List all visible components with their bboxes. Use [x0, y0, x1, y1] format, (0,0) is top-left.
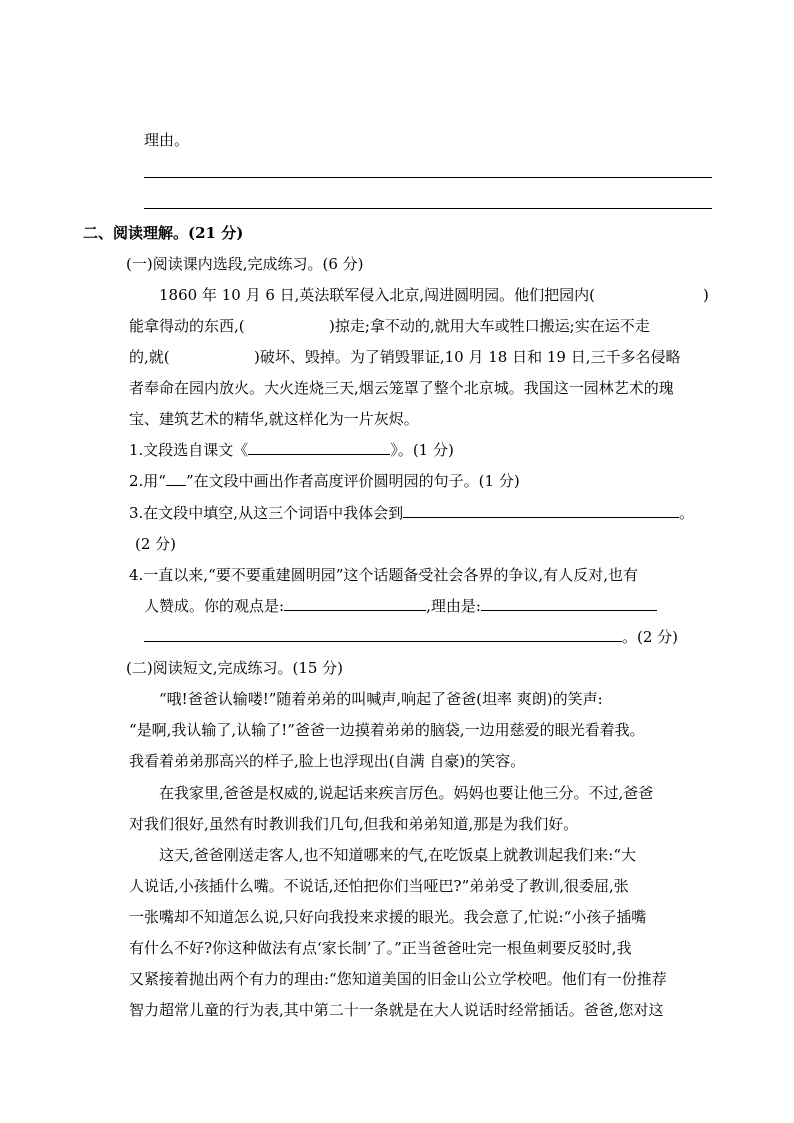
question-1-prompt: 1.文段选自课文《: [129, 441, 249, 459]
question-4-points: 。(2 分): [622, 628, 679, 646]
passage-2-line-11: 智力超常儿童的行为表,其中第二十一条就是在大人说话时经常插话。爸爸,您对这: [129, 1001, 664, 1019]
passage-2-line-1: “哦!爸爸认输喽!”随着弟弟的叫喊声,响起了爸爸(坦率 爽朗)的笑声:: [159, 690, 603, 708]
question-3-blank[interactable]: [403, 503, 679, 518]
passage-2-line-9: 有什么不好?你这种做法有点‘家长制’了。”正当爸爸吐完一根鱼刺要反驳时,我: [129, 939, 632, 957]
passage-1-line-4: 者奉命在园内放火。大火连烧三天,烟云笼罩了整个北京城。我国这一园林艺术的瑰: [129, 379, 674, 397]
passage-2-line-10: 又紧接着抛出两个有力的理由:“您知道美国的旧金山公立学校吧。他们有一份推荐: [129, 970, 667, 988]
passage-2-line-7: 人说话,小孩插什么嘴。不说话,还怕把你们当哑巴?”弟弟受了教训,很委屈,张: [129, 877, 629, 895]
part-1-heading: (一)阅读课内选段,完成练习。(6 分): [126, 255, 364, 273]
question-1: [129, 439, 454, 461]
passage-2-line-6: 这天,爸爸刚送走客人,也不知道哪来的气,在吃饭桌上就教训起我们来:“大: [159, 846, 637, 864]
part-2-heading: (二)阅读短文,完成练习。(15 分): [126, 659, 344, 677]
question-2: [129, 470, 520, 492]
question-4-reason-blank[interactable]: [481, 596, 657, 611]
passage-1-line-1a: 1860 年 10 月 6 日,英法联军侵入北京,闯进圆明园。他们把园内(: [159, 286, 596, 304]
passage-1-line-3b: )破坏、毁掉。为了销毁罪证,10 月 18 日和 19 日,三千多名侵略: [254, 348, 681, 366]
reason-prompt: 理由。: [144, 131, 190, 149]
question-2-prompt: 2.用“: [129, 472, 166, 490]
question-4-view-blank[interactable]: [284, 596, 426, 611]
passage-1-line-2a: 能拿得动的东西,(: [129, 317, 245, 335]
answer-line-1[interactable]: [144, 177, 712, 178]
question-2-underline-sample: [166, 471, 186, 486]
passage-2-line-3: 我看着弟弟那高兴的样子,脸上也浮现出(自满 自豪)的笑容。: [129, 752, 526, 770]
section-2-heading: 二、阅读理解。(21 分): [83, 224, 244, 242]
question-4-line-3: [144, 626, 678, 648]
answer-line-2[interactable]: [144, 208, 712, 209]
passage-2-line-5: 对我们很好,虽然有时教训我们几句,但我和弟弟知道,那是为我们好。: [129, 815, 579, 833]
question-3-prompt: 3.在文段中填空,从这三个词语中我体会到: [129, 504, 404, 522]
question-3-end: 。: [679, 504, 695, 522]
passage-2-line-8: 一张嘴却不知道怎么说,只好向我投来求援的眼光。我会意了,忙说:“小孩子插嘴: [129, 908, 647, 926]
question-1-points: 》。(1 分): [390, 441, 454, 459]
question-4-view-label: 人赞成。你的观点是:: [144, 597, 285, 615]
passage-1-line-3a: 的,就(: [129, 348, 170, 366]
question-4-reason-blank-2[interactable]: [144, 627, 622, 642]
question-2-rest: ”在文段中画出作者高度评价圆明园的句子。(1 分): [185, 472, 520, 490]
passage-1-line-5: 宝、建筑艺术的精华,就这样化为一片灰烬。: [129, 410, 419, 428]
passage-2-line-4: 在我家里,爸爸是权威的,说起话来疾言厉色。妈妈也要让他三分。不过,爸爸: [159, 784, 654, 802]
question-1-blank[interactable]: [248, 440, 390, 455]
question-3: [129, 502, 694, 524]
passage-1-line-1b: ): [703, 286, 709, 304]
passage-2-line-2: “是啊,我认输了,认输了!”爸爸一边摸着弟弟的脑袋,一边用慈爱的眼光看着我。: [129, 721, 645, 739]
question-4-line-2: [144, 595, 657, 617]
question-4-line-1: 4.一直以来,“要不要重建圆明园”这个话题备受社会各界的争议,有人反对,也有: [129, 566, 638, 584]
question-3-points: (2 分): [135, 535, 177, 553]
question-4-reason-label: ,理由是:: [426, 597, 481, 615]
passage-1-line-2b: )掠走;拿不动的,就用大车或牲口搬运;实在运不走: [329, 317, 650, 335]
